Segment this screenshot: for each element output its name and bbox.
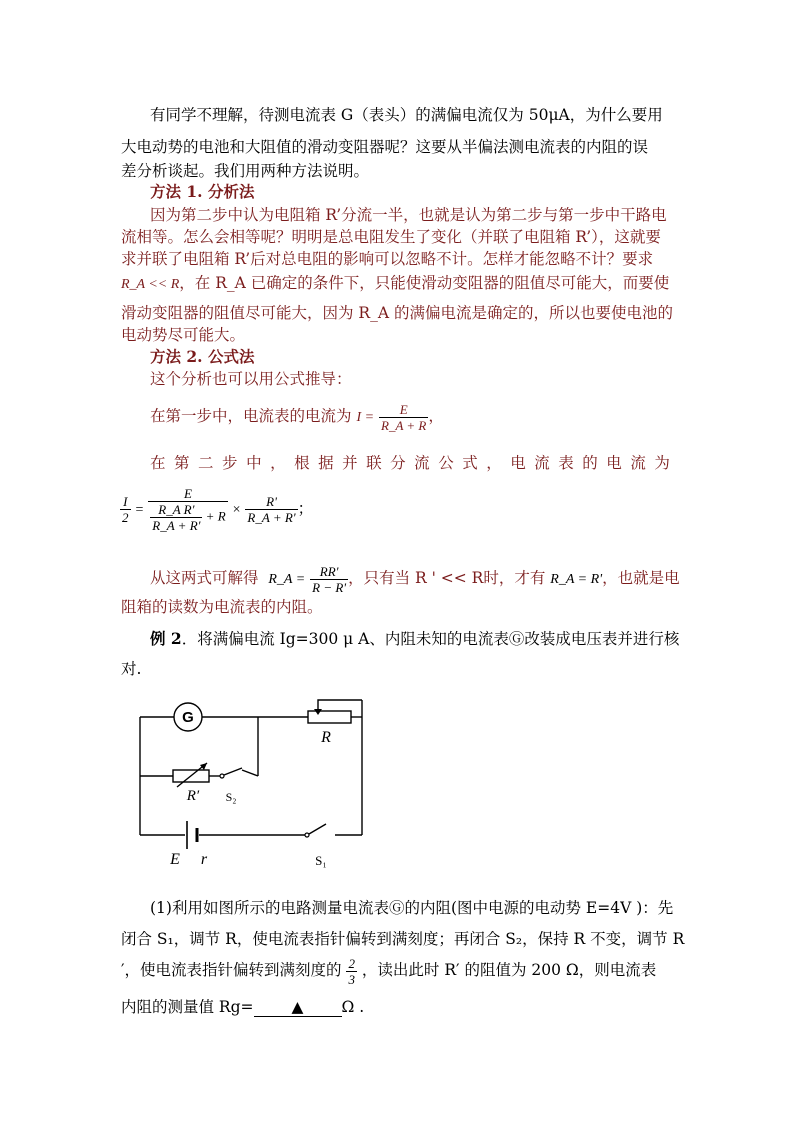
solve-lhs: R_A = — [268, 572, 306, 587]
rheostat-icon — [308, 711, 351, 723]
step2-lhs-num: I — [120, 494, 131, 510]
step2-den-tail: + R — [205, 508, 226, 524]
rheostat-label: R — [321, 729, 331, 746]
fraction-den: 3 — [348, 971, 355, 987]
step2-char: 二 — [198, 454, 214, 472]
answer-blank[interactable] — [254, 998, 342, 1017]
step2-char: 公 — [438, 454, 454, 472]
step2-inner-den: R_A + R' — [152, 518, 201, 533]
step2-suffix: ； — [297, 499, 314, 518]
step2-times: × — [232, 502, 241, 518]
ra-much-less-r: R_A << R — [121, 277, 180, 292]
step2-lhs-fraction — [120, 494, 131, 525]
step1-numerator: E — [379, 402, 428, 418]
step2-char: 为 — [654, 454, 670, 472]
question-line-3 — [121, 952, 656, 988]
step1-prefix: 在第一步中，电流表的电流为 — [150, 407, 352, 425]
question-line-1: (1)利用如图所示的电路测量电流表Ⓖ的内阻(图中电源的电动势 E=4V )：先 — [150, 899, 674, 917]
solve-middle: ，只有当 R ' << R时，才有 — [348, 569, 546, 587]
step2-formula: $\frac{I}{2}$ = E $\frac{\text{R\_A R'}}{R\_A + R'}$ + R × $\frac{R'}{R\_A + R'}$ ； — [122, 486, 314, 533]
answer-triangle-icon: ▲ — [291, 998, 304, 1016]
step2-lhs-den: 2 — [122, 510, 129, 525]
step2-char: 分 — [390, 454, 406, 472]
solve-equation: R_A = R' — [550, 572, 603, 587]
step1-suffix: ， — [428, 407, 444, 425]
fraction-num: 2 — [348, 955, 355, 971]
step2-main-fraction — [148, 486, 227, 533]
intro-line-1: 有同学不理解，待测电流表 G（表头）的满偏电流仅为 50μA，为什么要用 — [150, 106, 663, 124]
example2-line-2: 对. — [121, 660, 142, 678]
switch2-contact-icon — [220, 774, 224, 778]
solve-tail: ，也就是电 — [602, 569, 680, 587]
step2-char: 中 — [246, 454, 262, 472]
example2-text: ．将满偏电流 Ig=300 μ A、内阻未知的电流表Ⓖ改装成电压表并进行核 — [181, 630, 680, 648]
intro-line-2: 大电动势的电池和大阻值的滑动变阻器呢？这要从半偏法测电流表的内阻的误 — [121, 138, 649, 156]
method1-line-2: 流相等。怎么会相等呢？明明是总电阻发生了变化（并联了电阻箱 R’），这就要 — [121, 228, 661, 246]
step2-second-den: R_A + R' — [247, 510, 296, 525]
resistor-box-label: R′ — [186, 788, 200, 804]
step1-denominator: R_A + R — [381, 417, 427, 433]
step2-char: 并 — [342, 454, 358, 472]
step2-inner-num: R_A R' — [150, 502, 202, 518]
step2-char: 联 — [366, 454, 382, 472]
galvanometer-label: G — [182, 709, 194, 726]
method1-heading: 方法 1. 分析法 — [150, 182, 255, 201]
step2-main-num: E — [148, 486, 227, 502]
example2-label: 例 2 — [150, 629, 182, 648]
step2-char: 流 — [414, 454, 430, 472]
step2-char: 在 — [150, 454, 166, 472]
step1-lhs: I = — [356, 410, 375, 425]
method1-line-4-text: ，在 R_A 已确定的条件下，只能使滑动变阻器的阻值尽可能大，而要使 — [179, 274, 670, 292]
step2-char: 流 — [630, 454, 646, 472]
step2-second-num: R' — [245, 494, 297, 510]
question-line-4 — [121, 996, 364, 1018]
step2-char: 据 — [318, 454, 334, 472]
step2-char: 的 — [582, 454, 598, 472]
step2-line — [150, 452, 670, 474]
step2-char: 电 — [510, 454, 526, 472]
step2-char: 流 — [534, 454, 550, 472]
step2-char: 电 — [606, 454, 622, 472]
circuit-diagram — [125, 690, 385, 875]
step1-line — [150, 398, 444, 436]
solve-prefix: 从这两式可解得 — [150, 569, 259, 587]
method1-line-6: 电动势尽可能大。 — [121, 326, 246, 344]
step2-inner-fraction — [150, 502, 202, 533]
step2-second-fraction — [245, 494, 297, 525]
solve-numerator: RR' — [310, 564, 348, 580]
method2-heading: 方法 2. 公式法 — [150, 347, 255, 366]
step2-char: 根 — [294, 454, 310, 472]
example2-line-1 — [150, 628, 679, 650]
question-line-3-b: ，读出此时 R′ 的阻值为 200 Ω，则电流表 — [361, 961, 657, 979]
solve-fraction — [310, 564, 348, 595]
switch1-blade-icon — [309, 824, 326, 834]
intro-line-3: 差分析谈起。我们用两种方法说明。 — [121, 162, 370, 180]
step2-char: ， — [486, 454, 502, 472]
two-thirds-fraction — [346, 956, 357, 987]
method1-line-1: 因为第二步中认为电阻箱 R’分流一半，也就是认为第二步与第一步中干路电 — [150, 206, 667, 224]
method1-line-3: 求并联了电阻箱 R’后对总电阻的影响可以忽略不计。怎样才能忽略不计？要求 — [121, 250, 654, 268]
question-line-3-a: ′，使电流表指针偏转到满刻度的 — [121, 961, 342, 979]
step2-main-den — [148, 502, 227, 533]
step1-fraction — [379, 402, 428, 433]
battery-emf-label: E — [170, 851, 180, 868]
switch2-blade-icon — [224, 768, 242, 775]
step2-char: 步 — [222, 454, 238, 472]
method1-line-4 — [121, 272, 669, 296]
solve-line — [150, 560, 680, 598]
method2-line-1: 这个分析也可以用公式推导： — [150, 370, 352, 388]
solve-denominator: R − R' — [312, 579, 347, 595]
solve-line-2: 阻箱的读数为电流表的内阻。 — [121, 598, 323, 616]
step2-char: 表 — [558, 454, 574, 472]
switch1-label: S₁ — [315, 853, 327, 868]
step2-char: 式 — [462, 454, 478, 472]
switch2-label: S₂ — [225, 790, 237, 804]
step2-char: 第 — [174, 454, 190, 472]
switch1-contact-icon — [305, 833, 309, 837]
method1-line-5: 滑动变阻器的阻值尽可能大，因为 R_A 的满偏电流是确定的，所以也要使电池的 — [121, 304, 673, 322]
battery-r-label: r — [200, 851, 208, 868]
question-line-2: 闭合 S₁，调节 R，使电流表指针偏转到满刻度；再闭合 S₂，保持 R 不变，调节 R — [121, 930, 685, 948]
question-line-4-b: Ω . — [341, 998, 365, 1016]
step2-char: ， — [270, 454, 286, 472]
question-line-4-a: 内阻的测量值 Rg= — [121, 998, 254, 1016]
